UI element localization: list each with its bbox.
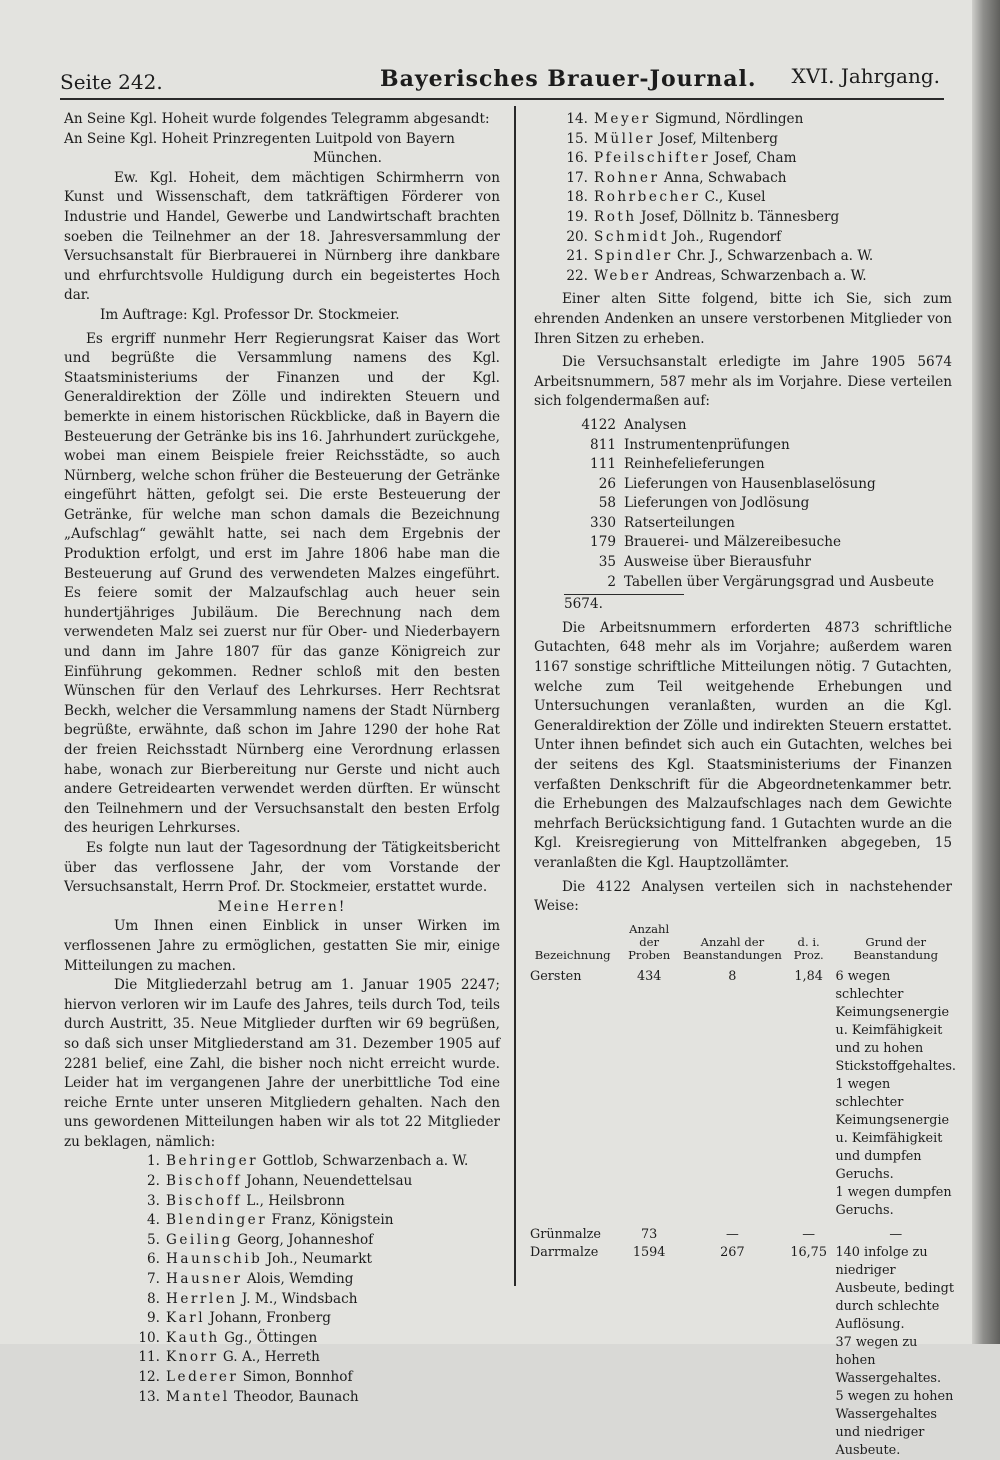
list-item: 811 Instrumentenprüfungen	[590, 436, 790, 453]
column-header: d. i. Proz.	[793, 934, 824, 962]
list-item: 179 Brauerei- und Mälzereibesuche	[590, 534, 842, 551]
deceased-members-list	[64, 1152, 500, 1407]
volume-label: XVI. Jahrgang.	[791, 64, 940, 88]
table-row: Darrmalze 1594 267 16,75 140 infolge zu niedriger Ausbeute, bedingt durch schlechte Auflösung. 37 wegen zu hohen Wassergehaltes. 5 wegen zu hohen Wassergehaltes und niedriger Ausbeute.	[530, 1244, 955, 1458]
list-item: 19. Roth Josef, Döllnitz b. Tännesberg	[566, 208, 840, 225]
list-item: 14. Meyer Sigmund, Nördlingen	[566, 111, 804, 127]
page-header	[60, 62, 940, 96]
list-item: 9. Karl Johann, Fronberg	[147, 1310, 331, 1327]
telegram-signature: Im Auftrage: Kgl. Professor Dr. Stockmeier.	[100, 306, 400, 323]
header-rule	[60, 98, 944, 100]
paragraph-tagesordnung: Es folgte nun laut der Tagesordnung der Tätigkeitsbericht über das verflossene Jahr, der vom Vorstande der Versuchsanstalt, Herrn Prof. Dr. Stockmeier, erstattet wurde.	[64, 839, 500, 896]
list-item: 17. Rohner Anna, Schwabach	[566, 169, 787, 186]
list-item: 35 Ausweise über Bierausfuhr	[598, 554, 811, 571]
column-header: Anzahl der Proben	[628, 921, 671, 962]
telegram-address-city: München.	[313, 150, 382, 167]
list-item: 4122 Analysen	[581, 416, 687, 433]
list-item: 26 Lieferungen von Hausenblaselösung	[598, 475, 876, 492]
list-item: 330 Ratserteilungen	[590, 514, 735, 531]
table-header-row	[528, 921, 958, 968]
telegram-address-line: An Seine Kgl. Hoheit Prinzregenten Luitpold von Bayern	[64, 130, 455, 147]
deceased-members-list-continued	[534, 110, 952, 286]
list-item: 7. Hausner Alois, Wemding	[147, 1271, 354, 1288]
telegram-intro: An Seine Kgl. Hoheit wurde folgendes Telegramm abgesandt:	[64, 111, 490, 127]
list-item: 15. Müller Josef, Miltenberg	[566, 130, 778, 147]
list-item: 16. Pfeilschifter Josef, Cham	[566, 150, 797, 167]
paragraph-mitglieder: Die Mitgliederzahl betrug am 1. Januar 1905 2247; hiervon verloren wir im Laufe des Jahres, teils durch Tod, teils durch Austritt, 35. Neue Mitglieder durften wir 69 begrüßen, so daß sich unser Mitgliederstand am 31. Dezember 1905 auf 2281 belief, eine Zahl, die bisher noch nicht erreicht wurde. Leider hat im vergangenen Jahre der unerbittliche Tod eine reiche Ernte unter unseren Mitgliedern gehalten. Nach den uns gewordenen Mitteilungen haben wir als tot 22 Mitglieder zu beklagen, nämlich:	[64, 977, 500, 1150]
paragraph-analysen: Die 4122 Analysen verteilen sich in nachstehender Weise:	[534, 878, 952, 915]
list-item: 10. Kauth Gg., Öttingen	[138, 1329, 318, 1346]
list-item: 8. Herrlen J. M., Windsbach	[147, 1290, 358, 1307]
salutation: Meine Herren!	[217, 898, 347, 915]
list-item: 6. Haunschib Joh., Neumarkt	[147, 1251, 372, 1268]
right-column	[530, 110, 956, 1460]
column-header: Bezeichnung	[534, 947, 611, 962]
list-item: 21. Spindler Chr. J., Schwarzenbach a. W.	[566, 248, 874, 265]
list-item: 18. Rohrbecher C., Kusel	[566, 189, 766, 206]
list-item: 20. Schmidt Joh., Rugendorf	[566, 228, 782, 245]
table-row: Gersten 434 8 1,84 6 wegen schlechter Keimungsenergie u. Keimfähigkeit und zu hohen Stickstoffgehaltes. 1 wegen schlechter Keimungsenergie u. Keimfähigkeit und dumpfen Geruchs. 1 wegen dumpfen Geruchs.	[530, 968, 956, 1218]
analyses-table	[528, 921, 958, 1460]
column-header: Grund der Beanstandung	[853, 934, 938, 962]
telegram-body: Ew. Kgl. Hoheit, dem mächtigen Schirmherrn von Kunst und Wissenschaft, dem tatkräftigen Förderer von Industrie und Handel, Gewerbe und Landwirtschaft brachten soeben die Teilnehmer an der 18. Jahresversammlung der Versuchsanstalt für Bierbrauerei in Nürnberg ihre dankbare und ehrfurchtsvolle Huldigung durch ein begeistertes Hoch dar.	[64, 169, 500, 304]
page-edge-shadow	[972, 0, 1000, 1344]
journal-title: Bayerisches Brauer-Journal.	[380, 66, 757, 92]
paragraph-versuchsanstalt: Die Versuchsanstalt erledigte im Jahre 1905 5674 Arbeitsnummern, 587 mehr als im Vorjahre. Diese verteilen sich folgendermaßen auf:	[534, 354, 952, 410]
paragraph-kaiser: Es ergriff nunmehr Herr Regierungsrat Kaiser das Wort und begrüßte die Versammlung namens des Kgl. Staatsministeriums der Finanzen und der Kgl. Generaldirektion der Zölle und indirekten Steuern und bemerkte in einem historischen Rückblicke, daß in Bayern die Besteuerung der Getränke bis ins 16. Jahrhundert zurückgehe, wobei man einem Beispiele freier Reichsstädte, so auch Nürnberg, welche schon früher die Besteuerung der Getränke eingeführt hätten, gefolgt sei. Die erste Besteuerung der Getränke, für welche man schon damals die Bezeichnung „Aufschlag“ gewählt hatte, sei nach dem Ergebnis der Produktion erfolgt, und erst im Jahre 1806 habe man die Besteuerung auf Grund des verwendeten Malzes eingeführt. Es feiere somit der Malzaufschlag auch heuer sein hundertjähriges Jubiläum. Die Berechnung nach dem verwendeten Malz sei zuerst nur für Ober- und Niederbayern und dann im Jahre 1807 für das ganze Königreich zur Einführung gekommen. Redner schloß mit den besten Wünschen für den Verlauf des Lehrkurses. Herr Rechtsrat Beckh, welcher die Versammlung namens der Stadt Nürnberg begrüßte, erwähnte, daß schon im Jahre 1290 der hohe Rat der freien Reichsstadt Nürnberg eine Verordnung erlassen habe, wonach zur Bierbereitung nur Gerste und nicht auch andere Getreidearten verwendet werden dürften. Er wünscht den Teilnehmern und der Versuchsanstalt den besten Erfolg des heurigen Lehrkurses.	[64, 330, 500, 837]
list-item: 5. Geiling Georg, Johanneshof	[147, 1231, 374, 1248]
column-divider	[514, 106, 516, 1286]
list-item: 58 Lieferungen von Jodlösung	[598, 495, 810, 512]
work-numbers-list	[534, 416, 952, 592]
list-item: 1. Behringer Gottlob, Schwarzenbach a. W.	[147, 1153, 469, 1170]
stats-total: 5674.	[564, 594, 684, 615]
list-item: 12. Lederer Simon, Bonnhof	[138, 1369, 353, 1385]
list-item: 22. Weber Andreas, Schwarzenbach a. W.	[566, 267, 867, 284]
list-item: 3. Bischoff L., Heilsbronn	[147, 1192, 345, 1209]
left-column	[64, 110, 500, 1407]
list-item: 2. Bischoff Johann, Neuendettelsau	[147, 1173, 413, 1190]
list-item: 11. Knorr G. A., Herreth	[138, 1349, 320, 1366]
paragraph-einblick: Um Ihnen einen Einblick in unser Wirken im verflossenen Jahre zu ermöglichen, gestatten Sie mir, einige Mitteilungen zu machen.	[64, 918, 500, 974]
paragraph-sitte: Einer alten Sitte folgend, bitte ich Sie, sich zum ehrenden Andenken an unsere verstorbenen Mitglieder von Ihren Sitzen zu erheben.	[534, 291, 952, 347]
list-item: 4. Blendinger Franz, Königstein	[147, 1212, 394, 1229]
paragraph-gutachten: Die Arbeitsnummern erforderten 4873 schriftliche Gutachten, 648 mehr als im Vorjahre; außerdem waren 1167 sonstige schriftliche Mitteilungen nötig. 7 Gutachten, welche zum Teil weitgehende Erhebungen und Untersuchungen veranlaßten, wurden an die Kgl. Generaldirektion der Zölle und indirekten Steuern erstattet. Unter ihnen befindet sich auch ein Gutachten, welches bei der seitens des Kgl. Staatsministeriums der Finanzen verfaßten Denkschrift für die Abgeordnetenkammer betr. die Erhebungen des Malzaufschlages nach dem Gewichte mehrfach Berücksichtigung fand. 1 Gutachten wurde an die Kgl. Kreisregierung von Mittelfranken abgegeben, 15 veranlaßten die Kgl. Hauptzollämter.	[534, 619, 952, 871]
table-row: Grünmalze 73 — — —	[530, 1226, 903, 1242]
list-item: 13. Mantel Theodor, Baunach	[138, 1388, 359, 1405]
list-item: 111 Reinhefelieferungen	[590, 456, 765, 473]
column-header: Anzahl der Beanstandungen	[682, 934, 782, 962]
list-item: 2 Tabellen über Vergärungsgrad und Ausbeute	[607, 573, 935, 590]
page-number: Seite 242.	[60, 70, 163, 94]
